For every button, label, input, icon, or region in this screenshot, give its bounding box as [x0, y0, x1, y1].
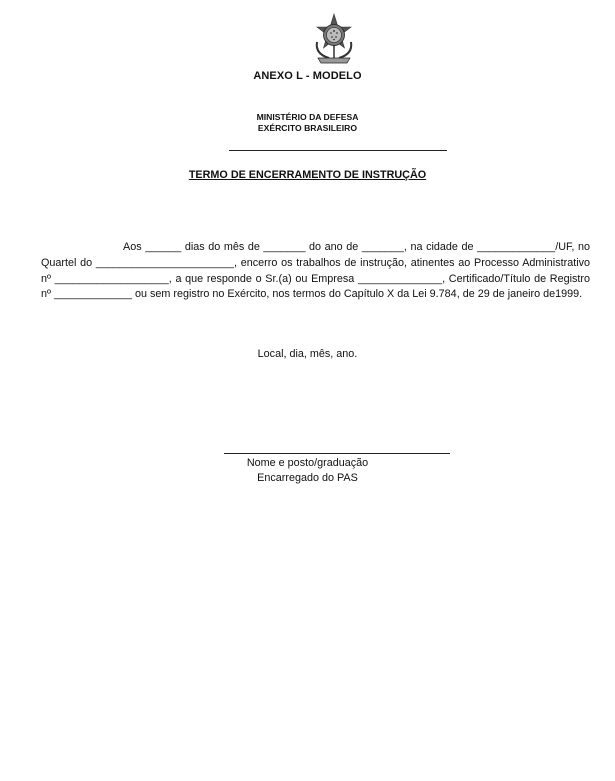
- signature-line: [224, 453, 450, 454]
- body-paragraph-container: [41, 240, 590, 303]
- body-paragraph: Aos ______ dias do mês de _______ do ano de _______, na cidade de _____________/UF, no Quartel do _______________________, encerro os trabalhos de instrução, atinentes ao Processo Administrativo nº ___________________, a que responde o Sr.(a) ou Empresa ______________, Certificado/Título de Registro nº _____________ ou sem registro no Exército, nos termos do Capítulo X da Lei 9.784, de 29 de janeiro de1999.: [41, 241, 590, 301]
- ministry-name: MINISTÉRIO DA DEFESA: [256, 112, 359, 122]
- brazil-coat-of-arms-icon: [309, 12, 359, 66]
- place-date-line: Local, dia, mês, ano.: [257, 348, 358, 360]
- document-title: TERMO DE ENCERRAMENTO DE INSTRUÇÃO: [188, 169, 427, 181]
- signer-role: Encarregado do PAS: [257, 472, 358, 484]
- annex-title: ANEXO L - MODELO: [253, 70, 362, 82]
- army-name: EXÉRCITO BRASILEIRO: [257, 123, 358, 133]
- signature-block: [0, 456, 615, 486]
- header-divider: [229, 150, 447, 151]
- institution-header: [0, 112, 615, 134]
- signer-name-rank: Nome e posto/graduação: [246, 457, 369, 469]
